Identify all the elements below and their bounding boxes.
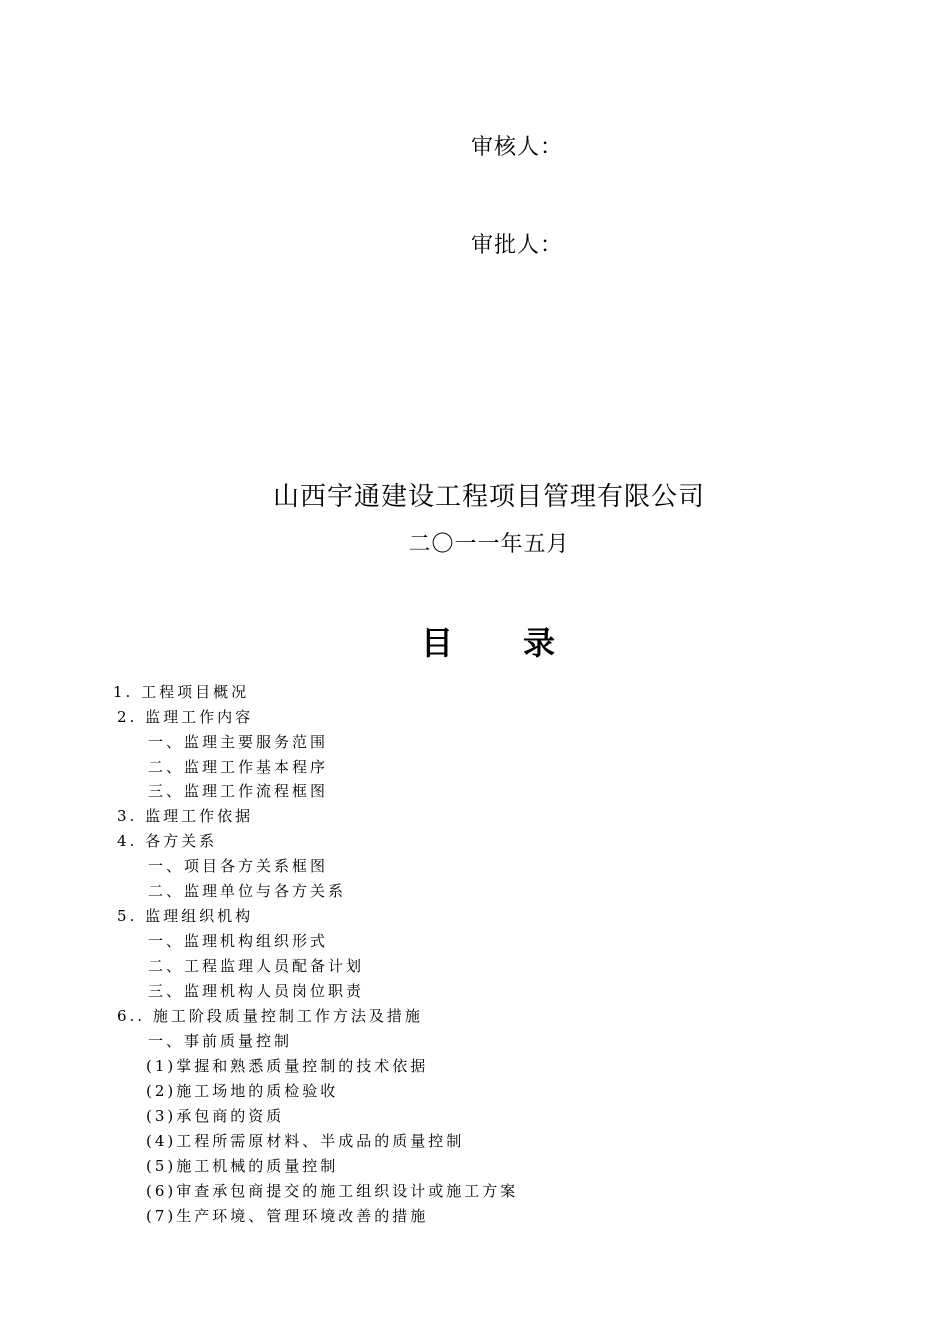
document-date: 二〇一一年五月 xyxy=(408,532,570,557)
approver-signature-label: 审批人： xyxy=(471,233,564,258)
toc-subitem: 二、监理工作基本程序 xyxy=(148,758,329,776)
toc-subitem: 三、监理机构人员岗位职责 xyxy=(148,982,365,1000)
toc-item-4: 4. 各方关系 xyxy=(117,832,218,850)
toc-subsubitem: (3)承包商的资质 xyxy=(146,1107,285,1125)
toc-item-5: 5. 监理组织机构 xyxy=(117,907,254,925)
toc-subsubitem: (2)施工场地的质检验收 xyxy=(146,1082,339,1100)
company-name: 山西宇通建设工程项目管理有限公司 xyxy=(272,482,705,512)
toc-subsubitem: (4)工程所需原材料、半成品的质量控制 xyxy=(146,1132,465,1150)
toc-subsubitem: (1)掌握和熟悉质量控制的技术依据 xyxy=(146,1057,429,1075)
toc-item-2: 2. 监理工作内容 xyxy=(117,708,254,726)
toc-subsubitem: (6)审查承包商提交的施工组织设计或施工方案 xyxy=(146,1182,519,1200)
toc-subitem: 三、监理工作流程框图 xyxy=(148,782,329,800)
toc-subsubitem: (7)生产环境、管理环境改善的措施 xyxy=(146,1207,429,1225)
toc-subitem: 二、监理单位与各方关系 xyxy=(148,882,347,900)
toc-subitem: 一、项目各方关系框图 xyxy=(148,857,329,875)
reviewer-signature-label: 审核人： xyxy=(471,135,564,160)
toc-title-char-2: 录 xyxy=(523,624,556,662)
toc-subitem: 一、监理主要服务范围 xyxy=(148,733,329,751)
toc-subitem: 一、事前质量控制 xyxy=(148,1032,293,1050)
toc-title xyxy=(421,618,555,664)
toc-subsubitem: (5)施工机械的质量控制 xyxy=(146,1157,339,1175)
toc-item-3: 3. 监理工作依据 xyxy=(117,807,254,825)
toc-item-1: 1. 工程项目概况 xyxy=(113,683,250,701)
toc-title-char-1: 目 xyxy=(421,624,454,662)
toc-subitem: 二、工程监理人员配备计划 xyxy=(148,957,365,975)
toc-subitem: 一、监理机构组织形式 xyxy=(148,932,329,950)
toc-item-6: 6.. 施工阶段质量控制工作方法及措施 xyxy=(117,1007,423,1025)
